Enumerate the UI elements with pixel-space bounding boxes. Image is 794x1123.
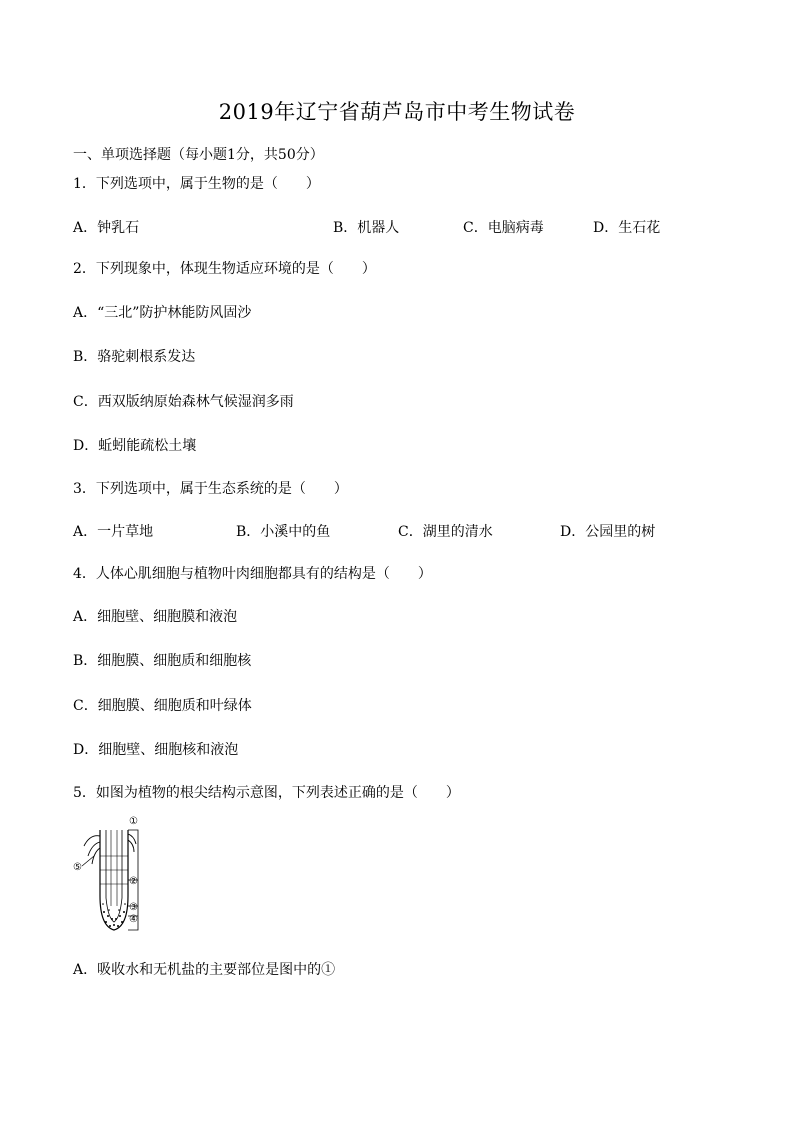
question-3-option-a: A．一片草地 xyxy=(73,524,154,540)
question-3-option-d: D．公园里的树 xyxy=(560,524,656,540)
figure-label-3: ③ xyxy=(129,902,138,913)
figure-label-5: ⑤ xyxy=(73,862,82,873)
figure-label-1: ① xyxy=(129,816,138,827)
question-1-option-a: A．钟乳石 xyxy=(73,220,140,236)
question-5-stem: 5．如图为植物的根尖结构示意图，下列表述正确的是（ ） xyxy=(73,785,460,801)
question-3-stem: 3．下列选项中，属于生态系统的是（ ） xyxy=(73,481,348,497)
question-1-option-c: C．电脑病毒 xyxy=(463,220,544,236)
page-title: 2019年辽宁省葫芦岛市中考生物试卷 xyxy=(218,100,576,124)
question-4-option-c: C．细胞膜、细胞质和叶绿体 xyxy=(73,698,252,714)
question-2-option-c: C．西双版纳原始森林气候湿润多雨 xyxy=(73,394,294,410)
figure-label-2: ② xyxy=(129,876,138,887)
question-4-option-a: A．细胞壁、细胞膜和液泡 xyxy=(73,609,238,625)
question-2-option-a: A．“三北”防护林能防风固沙 xyxy=(73,305,252,321)
question-3-option-c: C．湖里的清水 xyxy=(398,524,493,540)
figure-label-4: ④ xyxy=(129,914,138,925)
question-1-option-b: B．机器人 xyxy=(333,220,400,236)
question-5-option-a: A．吸收水和无机盐的主要部位是图中的① xyxy=(73,962,336,978)
question-4-option-d: D．细胞壁、细胞核和液泡 xyxy=(73,742,239,758)
question-3-option-b: B．小溪中的鱼 xyxy=(236,524,331,540)
question-4-option-b: B．细胞膜、细胞质和细胞核 xyxy=(73,653,252,669)
question-2-option-b: B．骆驼刺根系发达 xyxy=(73,349,196,365)
section-heading: 一、单项选择题（每小题1分，共50分） xyxy=(73,147,324,163)
question-2-option-d: D．蚯蚓能疏松土壤 xyxy=(73,438,197,454)
question-2-stem: 2．下列现象中，体现生物适应环境的是（ ） xyxy=(73,261,376,277)
question-1-stem: 1．下列选项中，属于生物的是（ ） xyxy=(73,176,320,192)
question-4-stem: 4．人体心肌细胞与植物叶肉细胞都具有的结构是（ ） xyxy=(73,566,432,582)
question-1-option-d: D．生石花 xyxy=(593,220,661,236)
